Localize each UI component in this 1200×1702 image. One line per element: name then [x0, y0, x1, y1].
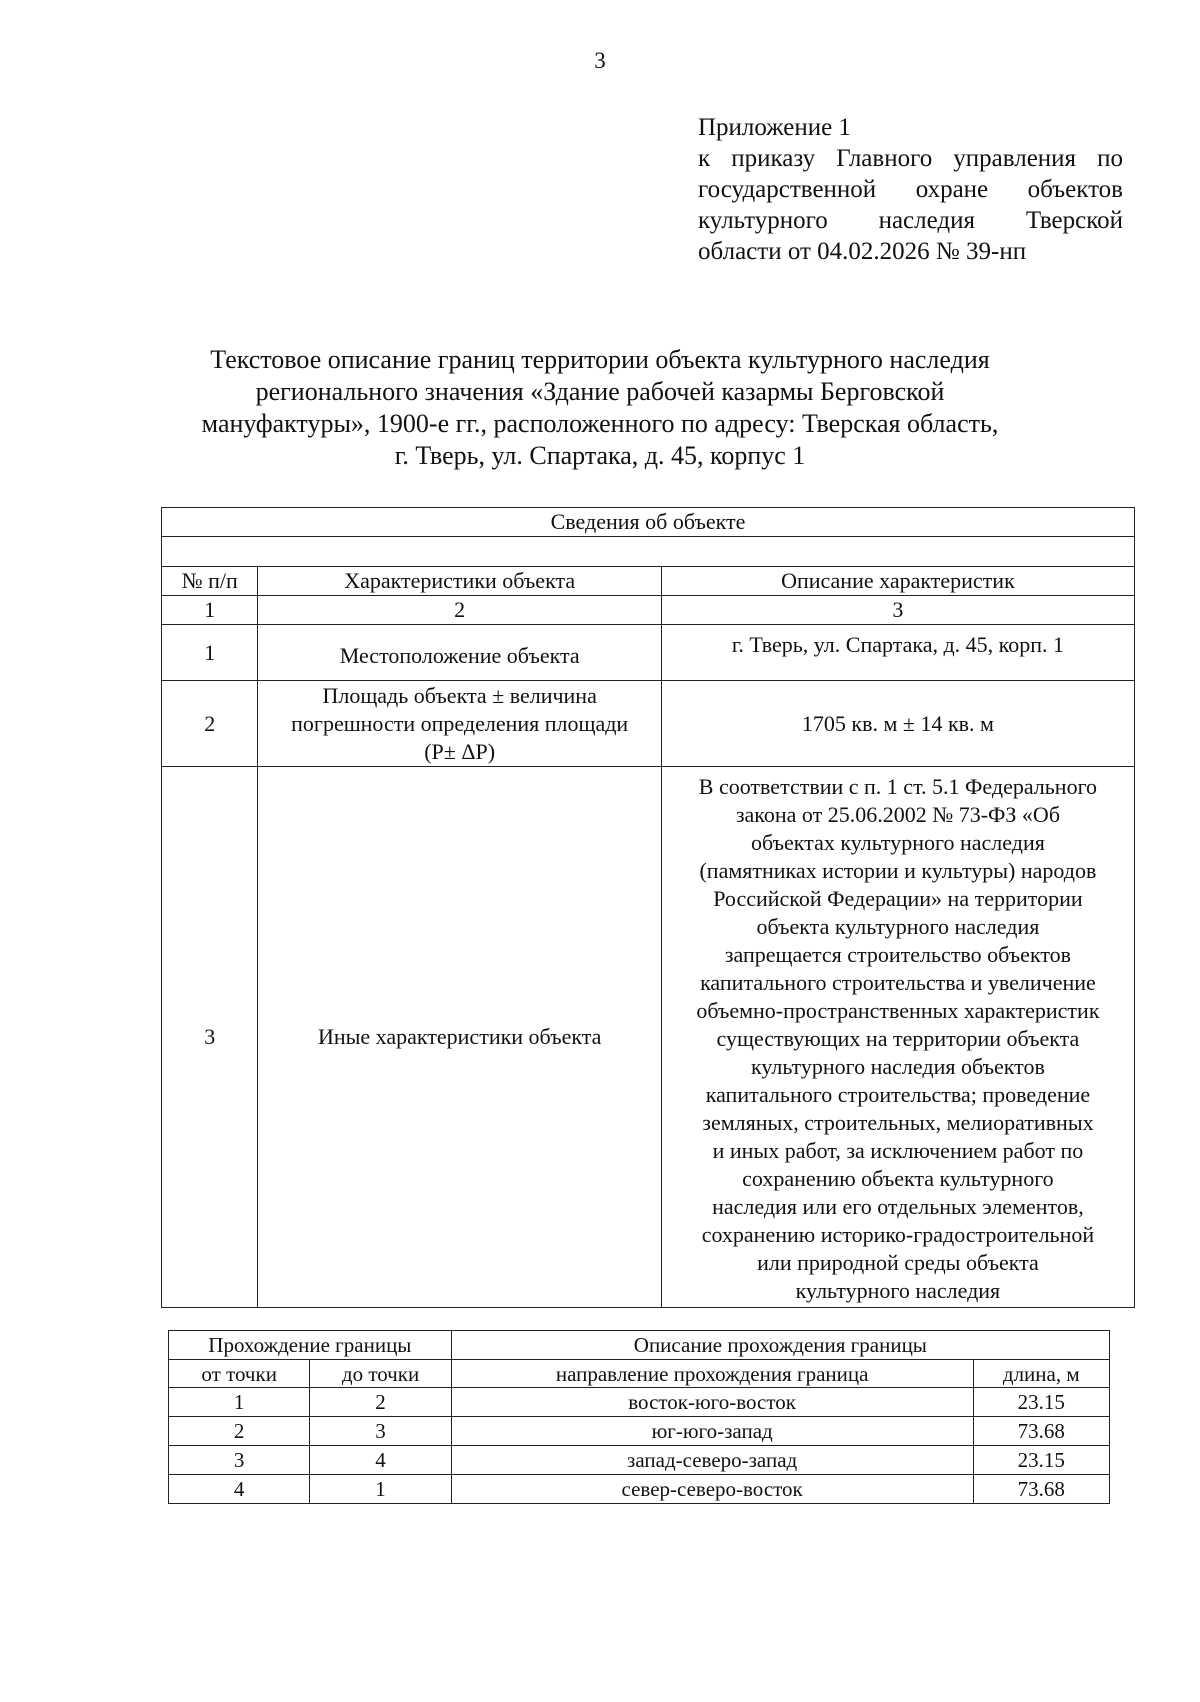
- title-line: Текстовое описание границ территории объекта культурного наследия: [210, 345, 990, 374]
- row-number: 2: [162, 681, 258, 767]
- appendix-line: культурного наследия Тверской: [698, 207, 1123, 234]
- row-description: [661, 767, 1134, 1308]
- document-title: [150, 344, 1050, 472]
- length: 73.68: [973, 1475, 1109, 1504]
- row-description: [661, 625, 1134, 681]
- table-row: [169, 1475, 1110, 1504]
- appendix-line: к приказу Главного управления по: [698, 145, 1123, 172]
- description-line: наследия или его отдельных элементов,: [712, 1194, 1084, 1219]
- info-table-spacer-row: [162, 537, 1135, 567]
- column-number: 3: [661, 596, 1134, 625]
- table-row: [162, 767, 1135, 1308]
- length: 23.15: [973, 1446, 1109, 1475]
- to-point: 2: [310, 1388, 451, 1417]
- description-line: культурного наследия объектов: [750, 1054, 1045, 1079]
- description-line: (памятниках истории и культуры) народов: [699, 858, 1097, 883]
- direction: восток-юго-восток: [451, 1388, 973, 1417]
- column-number: 1: [162, 596, 258, 625]
- description-line: культурного наследия: [795, 1278, 1001, 1303]
- description-line: объекта культурного наследия: [756, 914, 1040, 939]
- row-characteristic: [258, 681, 661, 767]
- info-table-caption: Сведения об объекте: [162, 508, 1135, 537]
- subheader-direction: направление прохождения граница: [451, 1360, 973, 1388]
- direction: запад-северо-запад: [451, 1446, 973, 1475]
- description-line: капитального строительства; проведение: [705, 1082, 1091, 1107]
- direction: север-северо-восток: [451, 1475, 973, 1504]
- characteristic-line: (Р± ΔР): [424, 738, 496, 764]
- title-line: мануфактуры», 1900-е гг., расположенного по адресу: Тверская область,: [201, 409, 999, 438]
- header-passage: Прохождение границы: [169, 1331, 452, 1360]
- description-line: сохранению объекта культурного: [742, 1166, 1054, 1191]
- length: 73.68: [973, 1417, 1109, 1446]
- description-line: и иных работ, за исключением работ по: [712, 1138, 1084, 1163]
- table-row: [169, 1417, 1110, 1446]
- description-line: закона от 25.06.2002 № 73-ФЗ «Об: [735, 802, 1061, 827]
- length: 23.15: [973, 1388, 1109, 1417]
- description-line: В соответствии с п. 1 ст. 5.1 Федерального: [698, 774, 1098, 799]
- boundary-table: [168, 1330, 1110, 1504]
- header-description: Описание характеристик: [661, 567, 1134, 596]
- from-point: 2: [169, 1417, 310, 1446]
- table-row: [169, 1388, 1110, 1417]
- description-line: земляных, строительных, мелиоративных: [702, 1110, 1094, 1135]
- row-characteristic: [258, 625, 661, 681]
- header-boundary-description: Описание прохождения границы: [451, 1331, 1109, 1360]
- description-line: или природной среды объекта: [757, 1250, 1039, 1275]
- to-point: 1: [310, 1475, 451, 1504]
- characteristic-line: Площадь объекта ± величина: [322, 682, 597, 708]
- description-line: существующих на территории объекта: [716, 1026, 1080, 1051]
- from-point: 1: [169, 1388, 310, 1417]
- title-line: регионального значения «Здание рабочей казармы Берговской: [255, 377, 945, 406]
- description-line: запрещается строительство объектов: [724, 942, 1072, 967]
- appendix-line: государственной охране объектов: [698, 176, 1123, 203]
- description-line: 1705 кв. м ± 14 кв. м: [801, 710, 994, 736]
- object-info-table: [161, 507, 1135, 1308]
- row-number: 1: [162, 625, 258, 681]
- row-number: 3: [162, 767, 258, 1308]
- header-num: № п/п: [162, 567, 258, 596]
- description-line: сохранению историко-градостроительной: [701, 1222, 1095, 1247]
- from-point: 4: [169, 1475, 310, 1504]
- characteristic-line: погрешности определения площади: [291, 710, 629, 736]
- description-line: Российской Федерации» на территории: [713, 886, 1083, 911]
- subheader-from-point: от точки: [169, 1360, 310, 1388]
- direction: юг-юго-запад: [451, 1417, 973, 1446]
- row-characteristic: [258, 767, 661, 1308]
- subheader-length: длина, м: [973, 1360, 1109, 1388]
- column-number: 2: [258, 596, 661, 625]
- table-row: [169, 1446, 1110, 1475]
- description-line: объемно-пространственных характеристик: [696, 998, 1100, 1023]
- table-row: [162, 681, 1135, 767]
- table-row: [162, 625, 1135, 681]
- appendix-line: Приложение 1: [698, 114, 851, 141]
- header-characteristic: Характеристики объекта: [258, 567, 661, 596]
- to-point: 3: [310, 1417, 451, 1446]
- characteristic-line: Иные характеристики объекта: [317, 1024, 602, 1049]
- characteristic-line: Местоположение объекта: [339, 642, 580, 668]
- from-point: 3: [169, 1446, 310, 1475]
- to-point: 4: [310, 1446, 451, 1475]
- page-number: 3: [594, 48, 606, 73]
- row-description: [661, 681, 1134, 767]
- subheader-to-point: до точки: [310, 1360, 451, 1388]
- appendix-note: [698, 112, 1123, 267]
- description-line: объектах культурного наследия: [751, 830, 1045, 855]
- description-line: капитального строительства и увеличение: [700, 970, 1096, 995]
- title-line: г. Тверь, ул. Спартака, д. 45, корпус 1: [394, 441, 806, 470]
- appendix-line: области от 04.02.2026 № 39-нп: [698, 238, 1027, 265]
- description-line: г. Тверь, ул. Спартака, д. 45, корп. 1: [731, 632, 1065, 657]
